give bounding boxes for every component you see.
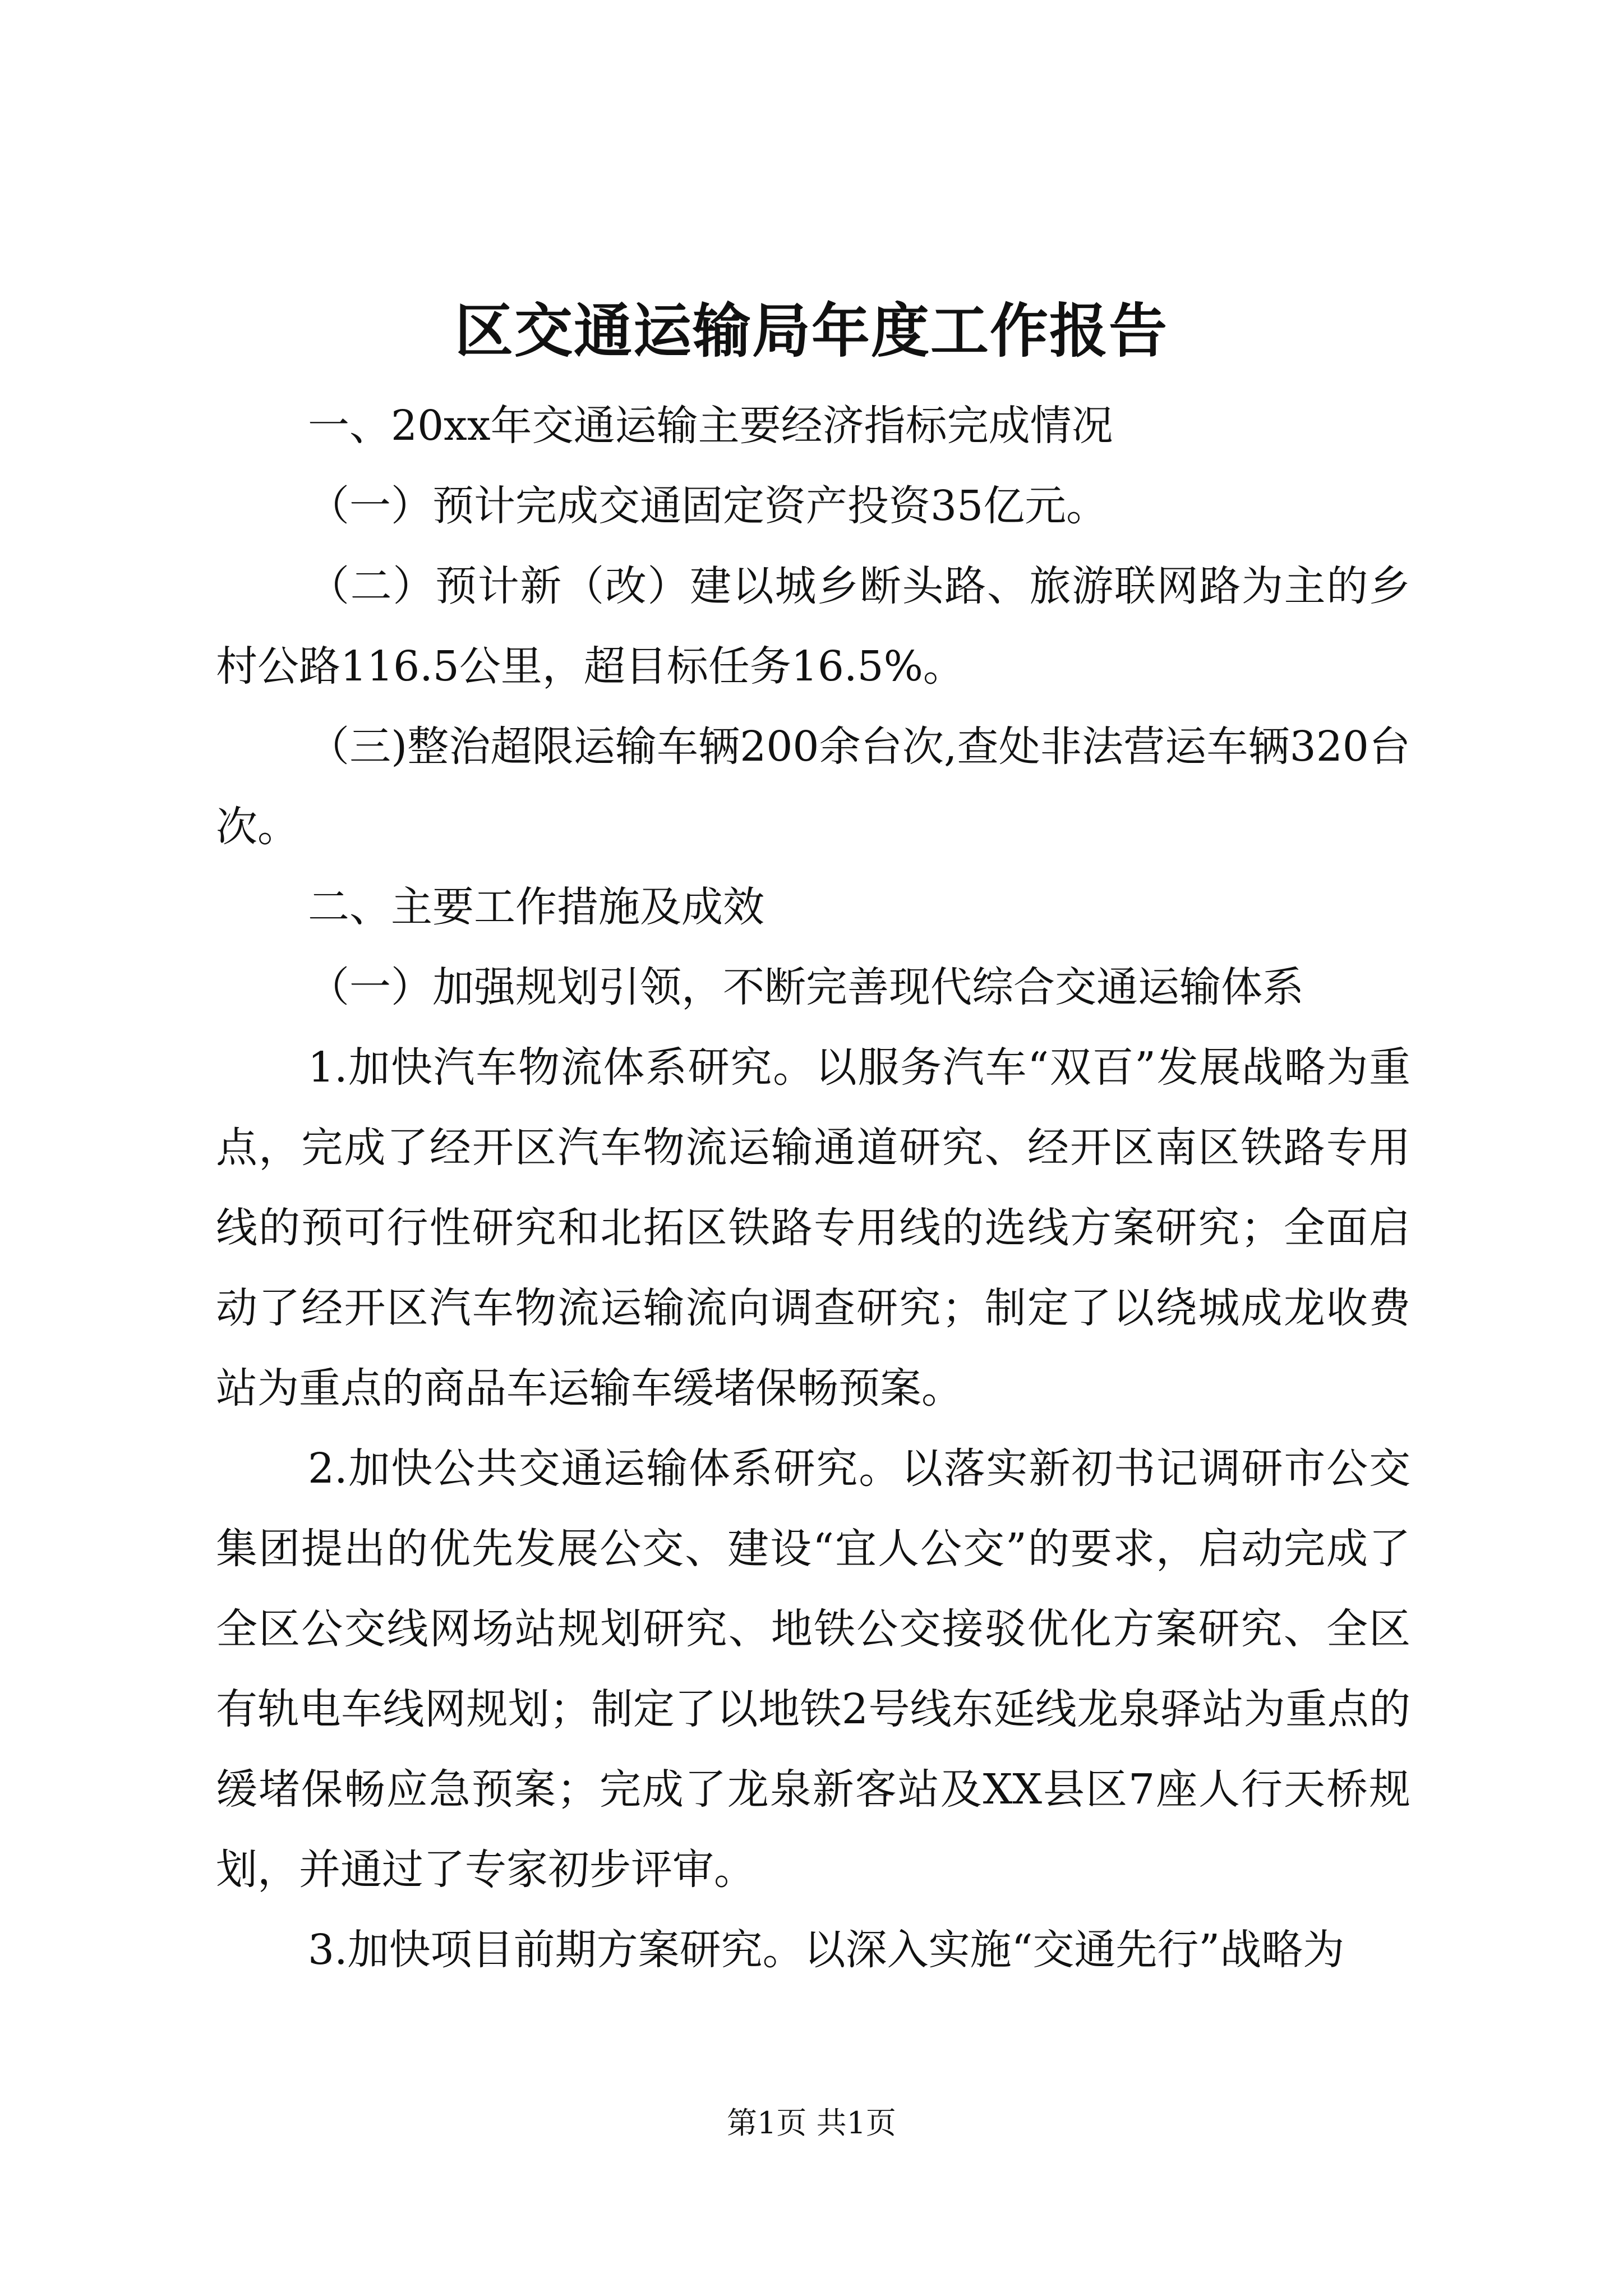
document-title: 区交通运输局年度工作报告 xyxy=(454,296,1168,365)
paragraph-item-3: （三)整治超限运输车辆200余台次,查处非法营运车辆320台次。 xyxy=(216,723,1410,851)
paragraph-point-2: 2.加快公共交通运输体系研究。以落实新初书记调研市公交集团提出的优先发展公交、建设“宜人公交”的要求，启动完成了全区公交线网场站规划研究、地铁公交接驳优化方案研究、全区有轨电车线网规划；制定了以地铁2号线东延线龙泉驿站为重点的缓堵保畅应急预案；完成了龙泉新客站及XX县区7座人行天桥规划，并通过了专家初步评审。 xyxy=(216,1444,1410,1894)
page-footer: 第1页 共1页 xyxy=(727,2105,896,2141)
section-heading-1: 一、20xx年交通运输主要经济指标完成情况 xyxy=(308,402,1113,450)
subsection-heading-1: （一）加强规划引领，不断完善现代综合交通运输体系 xyxy=(308,963,1304,1011)
section-heading-2: 二、主要工作措施及成效 xyxy=(308,883,764,931)
paragraph-item-1: （一）预计完成交通固定资产投资35亿元。 xyxy=(308,482,1108,530)
paragraph-point-1: 1.加快汽车物流体系研究。以服务汽车“双百”发展战略为重点，完成了经开区汽车物流运输通道研究、经开区南区铁路专用线的预可行性研究和北拓区铁路专用线的选线方案研究；全面启动了经开区汽车物流运输流向调查研究；制定了以绕城成龙收费站为重点的商品车运输车缓堵保畅预案。 xyxy=(216,1043,1410,1412)
document-body xyxy=(216,386,1410,1990)
paragraph-item-2: （二）预计新（改）建以城乡断头路、旅游联网路为主的乡村公路116.5公里，超目标任务16.5%。 xyxy=(216,562,1410,691)
paragraph-point-3: 3.加快项目前期方案研究。以深入实施“交通先行”战略为 xyxy=(308,1926,1345,1974)
